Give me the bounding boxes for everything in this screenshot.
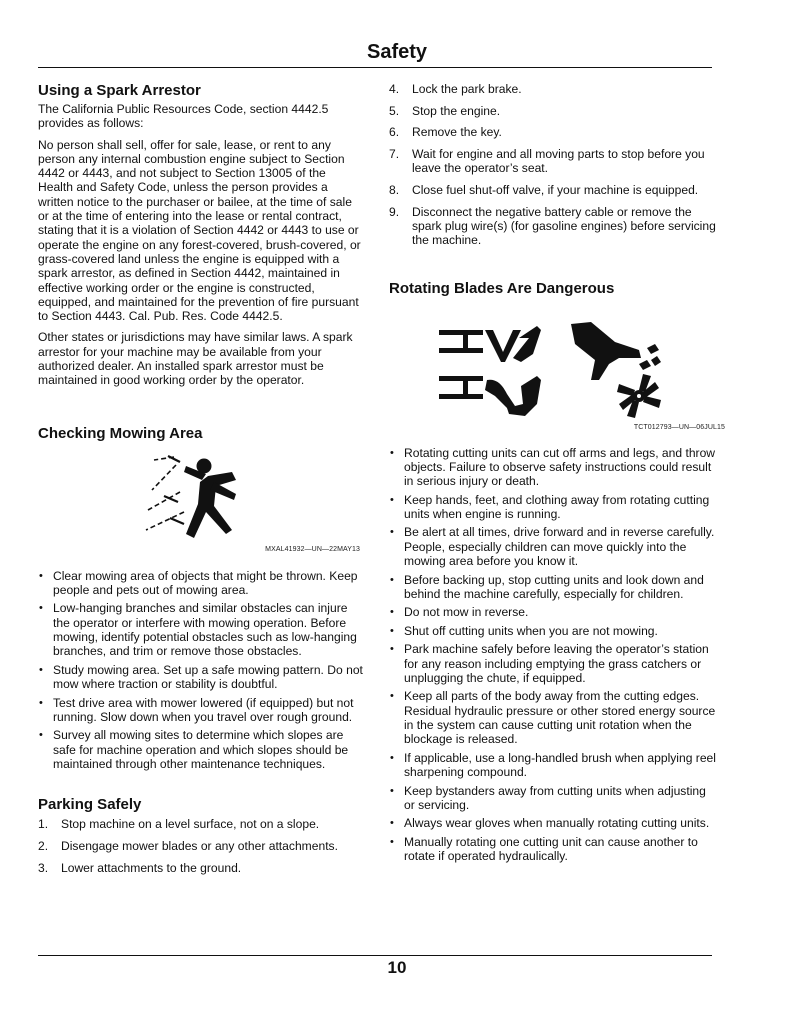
- step-number: 9.: [389, 204, 400, 219]
- right-column: [389, 82, 725, 868]
- step-text: Disengage mower blades or any other attachments.: [61, 838, 338, 853]
- blades-figure: [389, 322, 719, 422]
- mowing-figure: [38, 452, 364, 544]
- step-text: Disconnect the negative battery cable or remove the spark plug wire(s) (for gasoline engines) before servicing the machine.: [412, 204, 716, 248]
- spark-intro-paragraph: The California Public Resources Code, section 4442.5 provides as follows:: [38, 102, 329, 131]
- list-item: • Low-hanging branches and similar obstacles can injure the operator or interfere with mowing operation. Before mowing, identify potential obstacles such as low-hanging branches, and trim or remove those obstacles.: [38, 601, 364, 658]
- list-item: • Keep all parts of the body away from the cutting edges. Residual hydraulic pressure or other stored energy source in the system can cause cutting unit rotation when the blockage is released.: [389, 689, 719, 746]
- list-item: • Rotating cutting units can cut off arms and legs, and throw objects. Failure to observe safety instructions could result in serious injury or death.: [389, 446, 719, 489]
- list-item: • Do not mow in reverse.: [389, 605, 719, 619]
- step-number: 5.: [389, 103, 400, 118]
- step-text: Wait for engine and all moving parts to stop before you leave the operator’s seat.: [412, 147, 705, 176]
- page-title: Safety: [366, 41, 428, 63]
- parking-steps-right: [389, 82, 719, 248]
- list-item: • Keep bystanders away from cutting units when adjusting or servicing.: [389, 784, 719, 813]
- list-item: [38, 861, 364, 875]
- left-column: [38, 81, 364, 882]
- step-text: Close fuel shut-off valve, if your machine is equipped.: [412, 183, 699, 198]
- list-item: • Be alert at all times, drive forward and in reverse carefully. People, especially children can move quickly into the mowing area before you know it.: [389, 525, 719, 568]
- step-number: 3.: [38, 860, 49, 875]
- checking-mowing-area-heading: Checking Mowing Area: [38, 424, 203, 442]
- step-number: 6.: [389, 125, 400, 140]
- list-item: • Always wear gloves when manually rotating cutting units.: [389, 816, 719, 830]
- list-item: • Shut off cutting units when you are not mowing.: [389, 624, 719, 638]
- list-item: [389, 104, 719, 118]
- step-number: 2.: [38, 838, 49, 853]
- list-item: • Before backing up, stop cutting units and look down and behind the machine carefully, especially for children.: [389, 573, 719, 602]
- step-number: 1.: [38, 817, 49, 832]
- step-text: Lock the park brake.: [412, 82, 522, 96]
- step-number: 8.: [389, 183, 400, 198]
- spark-arrestor-heading: Using a Spark Arrestor: [38, 82, 201, 99]
- list-item: [389, 82, 719, 96]
- rotary-blade-hand-hazard-icon: [569, 322, 669, 422]
- footer-rule: [38, 955, 712, 956]
- list-item: • If applicable, use a long-handled brush when applying reel sharpening compound.: [389, 751, 719, 780]
- list-item: • Clear mowing area of objects that might be thrown. Keep people and pets out of mowing area.: [38, 569, 364, 598]
- mowing-bullet-list: [38, 569, 364, 772]
- parking-safely-heading: Parking Safely: [38, 796, 142, 814]
- spark-law-paragraph: No person shall sell, offer for sale, lease, or rent to any person any internal combustion engine subject to Section 4442 or 4443, and not subject to Section 13005 of the Health and Safety Code, unless the person provides a written notice to the purchaser or bailee, at the time of sale or at the time of entering into the lease or rental contract, stating that it is a violation of Section 4442 or 4443 to use or operate the engine on any forest-covered, brush-covered, or grass-covered land unless the engine is equipped with a spark arrestor, as defined in Section 4442, maintained in effective working order or the engine is constructed, equipped, and maintained for the prevention of fire pursuant to Section 4443. Cal. Pub. Res. Code 4442.5.: [38, 137, 361, 324]
- parking-steps-left: [38, 817, 364, 875]
- page-number: 10: [387, 958, 407, 977]
- list-item: • Study mowing area. Set up a safe mowing pattern. Do not mow where traction or stability is doubtful.: [38, 663, 364, 692]
- step-text: Remove the key.: [412, 125, 502, 140]
- rotating-blades-heading: Rotating Blades Are Dangerous: [389, 279, 615, 297]
- thrown-object-hazard-icon: [144, 452, 274, 544]
- blades-bullet-list: [389, 446, 719, 864]
- list-item: • Keep hands, feet, and clothing away from rotating cutting units when engine is running.: [389, 493, 719, 522]
- list-item: [38, 817, 364, 831]
- list-item: [389, 205, 719, 248]
- list-item: [389, 147, 719, 176]
- blades-figure-caption: TCT012793—UN—06JUL15: [633, 423, 725, 431]
- step-number: 7.: [389, 147, 400, 162]
- spark-other-states-paragraph: Other states or jurisdictions may have similar laws. A spark arrestor for your machine may be available from your authorized dealer. An installed spark arrestor must be maintained in good working order by the operator.: [38, 330, 353, 388]
- reel-entanglement-hazard-icon: [437, 324, 545, 420]
- list-item: • Test drive area with mower lowered (if equipped) but not running. Slow down when you travel over rough ground.: [38, 696, 364, 725]
- step-number: 4.: [389, 82, 400, 96]
- list-item: [38, 839, 364, 853]
- header-rule: [38, 67, 712, 68]
- list-item: [389, 125, 719, 139]
- list-item: • Park machine safely before leaving the operator’s station for any reason including emptying the grass catchers or unplugging the chute, if equipped.: [389, 642, 719, 685]
- list-item: • Manually rotating one cutting unit can cause another to rotate if operated hydraulically.: [389, 835, 719, 864]
- list-item: • Survey all mowing sites to determine which slopes are safe for machine operation and which slopes should be maintained through other maintenance techniques.: [38, 728, 364, 771]
- mowing-figure-caption: MXAL41932—UN—22MAY13: [265, 545, 360, 553]
- step-text: Stop machine on a level surface, not on a slope.: [61, 817, 320, 832]
- step-text: Stop the engine.: [412, 103, 501, 118]
- step-text: Lower attachments to the ground.: [61, 860, 242, 875]
- list-item: [389, 183, 719, 197]
